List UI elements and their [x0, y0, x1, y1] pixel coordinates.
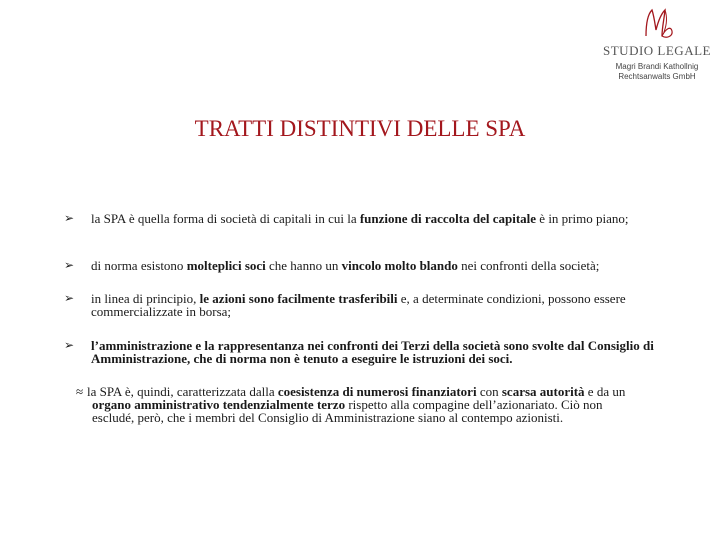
bullet-item — [64, 212, 664, 225]
bullet-text: l’amministrazione e la rappresentanza nei confronti dei Terzi della società sono svolte dal Consiglio di Amministrazione, che di norma non è tenuto a eseguire le istruzioni dei soci. — [91, 338, 654, 366]
page-title: TRATTI DISTINTIVI DELLE SPA — [194, 116, 526, 141]
studio-legale-logo — [598, 6, 716, 82]
bullet-item — [64, 259, 664, 272]
conclusion-paragraph — [76, 385, 666, 424]
logo-brand-text: STUDIO LEGALE — [603, 43, 711, 58]
logo-firm-name: Magri Brandi Kathollnig — [615, 62, 699, 71]
logo-firm-type: Rechtsanwalts GmbH — [618, 72, 696, 81]
arrowhead-bullet-icon: ➢ — [64, 258, 75, 272]
conclusion-line: escludé, però, che i membri del Consiglio di Amministrazione siano al contempo azionisti. — [92, 410, 564, 425]
approx-symbol: ≈ — [76, 384, 84, 399]
conclusion-line: la SPA è, quindi, caratterizzata dalla coesistenza di numerosi finanziatori con scarsa autorità e da un — [87, 384, 626, 399]
arrowhead-bullet-icon: ➢ — [64, 291, 75, 305]
bullet-text: la SPA è quella forma di società di capitali in cui la funzione di raccolta del capitale è in primo piano; — [91, 211, 629, 226]
arrowhead-bullet-icon: ➢ — [64, 211, 75, 225]
arrowhead-bullet-icon: ➢ — [64, 338, 75, 352]
bullet-item — [64, 292, 664, 318]
mb-monogram-icon — [640, 6, 676, 44]
bullet-item — [64, 339, 664, 365]
bullet-text: di norma esistono molteplici soci che hanno un vincolo molto blando nei confronti della società; — [91, 258, 600, 273]
conclusion-line: organo amministrativo tendenzialmente terzo rispetto alla compagine dell’azionariato. Ciò non — [92, 397, 603, 412]
bullet-text: in linea di principio, le azioni sono facilmente trasferibili e, a determinate condizioni, possono essere commercializzate in borsa; — [91, 291, 626, 319]
